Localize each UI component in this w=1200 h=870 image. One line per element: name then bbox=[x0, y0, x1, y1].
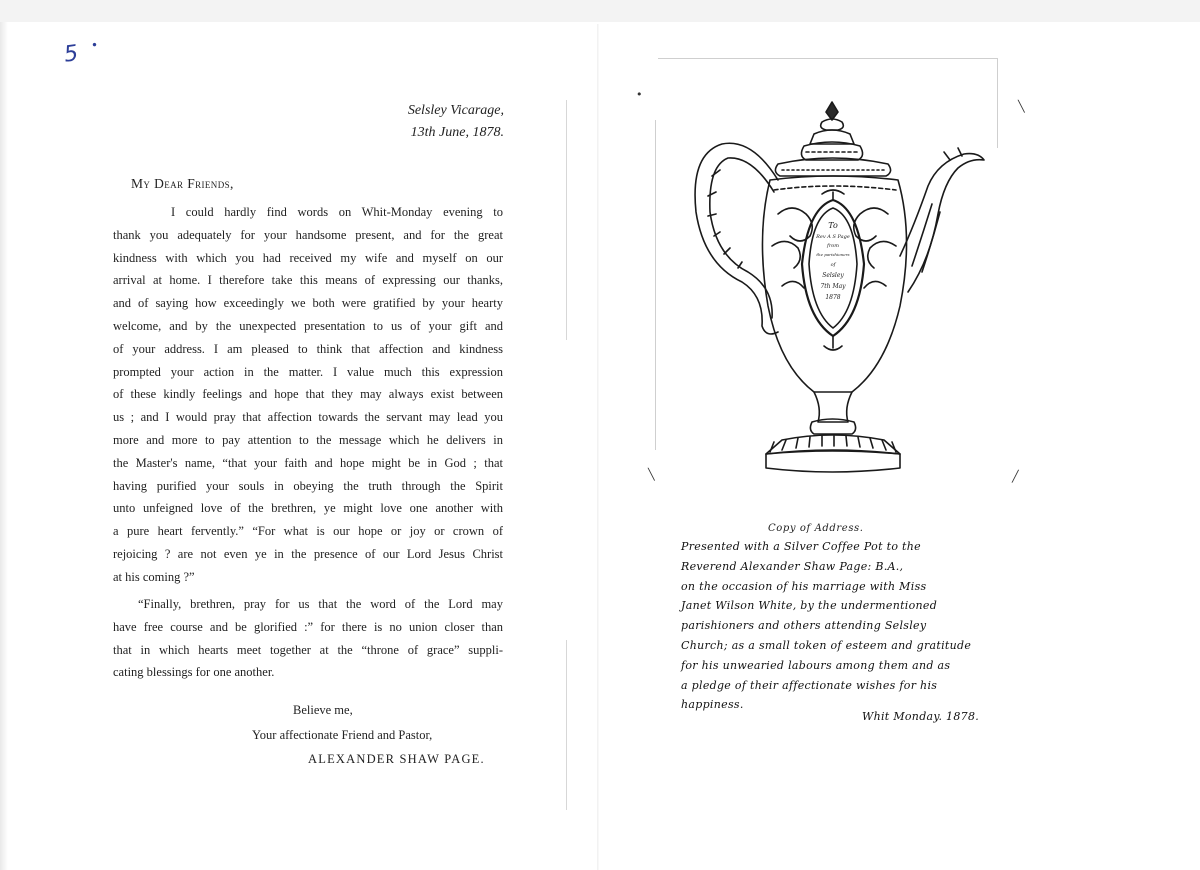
handwritten-page-number: 5 • bbox=[62, 37, 100, 68]
signature: ALEXANDER SHAW PAGE. bbox=[308, 752, 485, 766]
scan-top-band bbox=[0, 0, 1200, 22]
corner-mark: • bbox=[636, 88, 643, 101]
inscription-line: 1878 bbox=[825, 294, 841, 301]
plate-mark-top bbox=[658, 58, 998, 59]
address-line: Presented with a Silver Coffee Pot to the bbox=[681, 540, 921, 553]
body-line: I could hardly find words on Whit-Monday evening to bbox=[171, 205, 503, 219]
body-line: cating blessings for one another. bbox=[113, 665, 275, 680]
address-text bbox=[681, 537, 991, 715]
body-line: more and more to pay attention to the message which he delivers in bbox=[113, 432, 503, 447]
salutation: My Dear Friends, bbox=[131, 176, 234, 191]
address-line: Reverend Alexander Shaw Page: B.A., bbox=[681, 559, 904, 573]
body-line: “Finally, brethren, pray for us that the word of the Lord may bbox=[138, 597, 503, 611]
corner-mark: ╲ bbox=[1018, 100, 1025, 113]
page-left-edge-shadow bbox=[0, 22, 8, 870]
closing-believe-me: Believe me, bbox=[293, 703, 353, 717]
center-fold bbox=[597, 24, 599, 870]
body-line: welcome, and by the unexpected presentation to us of your gift and bbox=[113, 318, 503, 333]
plate-mark-right bbox=[997, 58, 998, 148]
body-line: and of saying how exceedingly we both were gratified by your hearty bbox=[113, 296, 503, 311]
body-line: the Master's name, “that your faith and hope might be in God ; that bbox=[113, 455, 503, 470]
letter-date: 13th June, 1878. bbox=[410, 125, 504, 140]
coffee-pot-illustration bbox=[682, 96, 992, 486]
address-line: Church; as a small token of esteem and gratitude bbox=[681, 638, 972, 652]
inscription-line: of bbox=[830, 262, 836, 268]
cartouche-inscription bbox=[815, 221, 850, 301]
address-line: happiness. bbox=[681, 698, 744, 712]
body-line: of these kindly feelings and hope that they may always exist between bbox=[113, 387, 503, 402]
inscription-line: from bbox=[827, 243, 839, 249]
body-line: unto unfeigned love of the brethren, ye might love one another with bbox=[113, 501, 503, 516]
letter-place: Selsley Vicarage, bbox=[407, 103, 504, 118]
body-line: of your address. I am pleased to think that affection and kindness bbox=[113, 341, 503, 356]
inscription-line: Selsley bbox=[822, 272, 844, 279]
body-line: a pure heart fervently.” “For what is our hope or joy or crown of bbox=[113, 524, 503, 539]
letter-body bbox=[113, 201, 503, 589]
body-line: us ; and I would pray that affection towards the servant may lead you bbox=[113, 410, 503, 425]
address-caption: Copy of Address. bbox=[768, 523, 864, 534]
body-line: kindness with which you had received my wife and myself on our bbox=[113, 250, 503, 265]
address-date: Whit Monday. 1878. bbox=[862, 710, 980, 723]
body-line: arrival at home. I therefore take this means of expressing our thanks, bbox=[113, 273, 503, 288]
address-line: Janet Wilson White, by the undermentioned bbox=[681, 599, 938, 613]
body-line: having purified your souls in obeying the truth through the Spirit bbox=[113, 478, 503, 493]
body-line: thank you adequately for your handsome present, and for the great bbox=[113, 227, 503, 242]
inscription-line: To bbox=[828, 221, 838, 230]
plate-mark-left bbox=[655, 120, 656, 450]
body-line: at his coming ?” bbox=[113, 569, 195, 584]
body-line: rejoicing ? are not even ye in the presence of our Lord Jesus Christ bbox=[113, 546, 503, 561]
address-line: on the occasion of his marriage with Miss bbox=[681, 579, 927, 593]
faint-margin-rule-lower bbox=[566, 640, 567, 810]
address-line: a pledge of their affectionate wishes for his bbox=[681, 678, 938, 692]
corner-mark: ╲ bbox=[648, 468, 655, 481]
address-line: for his unwearied labours among them and as bbox=[681, 658, 951, 672]
body-line: have free course and be glorified :” for there is no union closer than bbox=[113, 619, 503, 634]
closing-pastor: Your affectionate Friend and Pastor, bbox=[252, 728, 433, 742]
body-line: prompted your action in the matter. I value much this expression bbox=[113, 364, 503, 379]
letter-body-paragraph-2 bbox=[113, 593, 503, 684]
faint-margin-rule bbox=[566, 100, 567, 340]
inscription-line: the parishioners bbox=[816, 252, 850, 257]
address-line: parishioners and others attending Selsley bbox=[681, 619, 927, 633]
body-line: that in which hearts meet together at the “throne of grace” suppli- bbox=[113, 642, 503, 657]
corner-mark: ╱ bbox=[1012, 470, 1019, 483]
inscription-line: 7th May bbox=[820, 283, 846, 290]
inscription-line: Rev A S Page bbox=[816, 234, 850, 240]
